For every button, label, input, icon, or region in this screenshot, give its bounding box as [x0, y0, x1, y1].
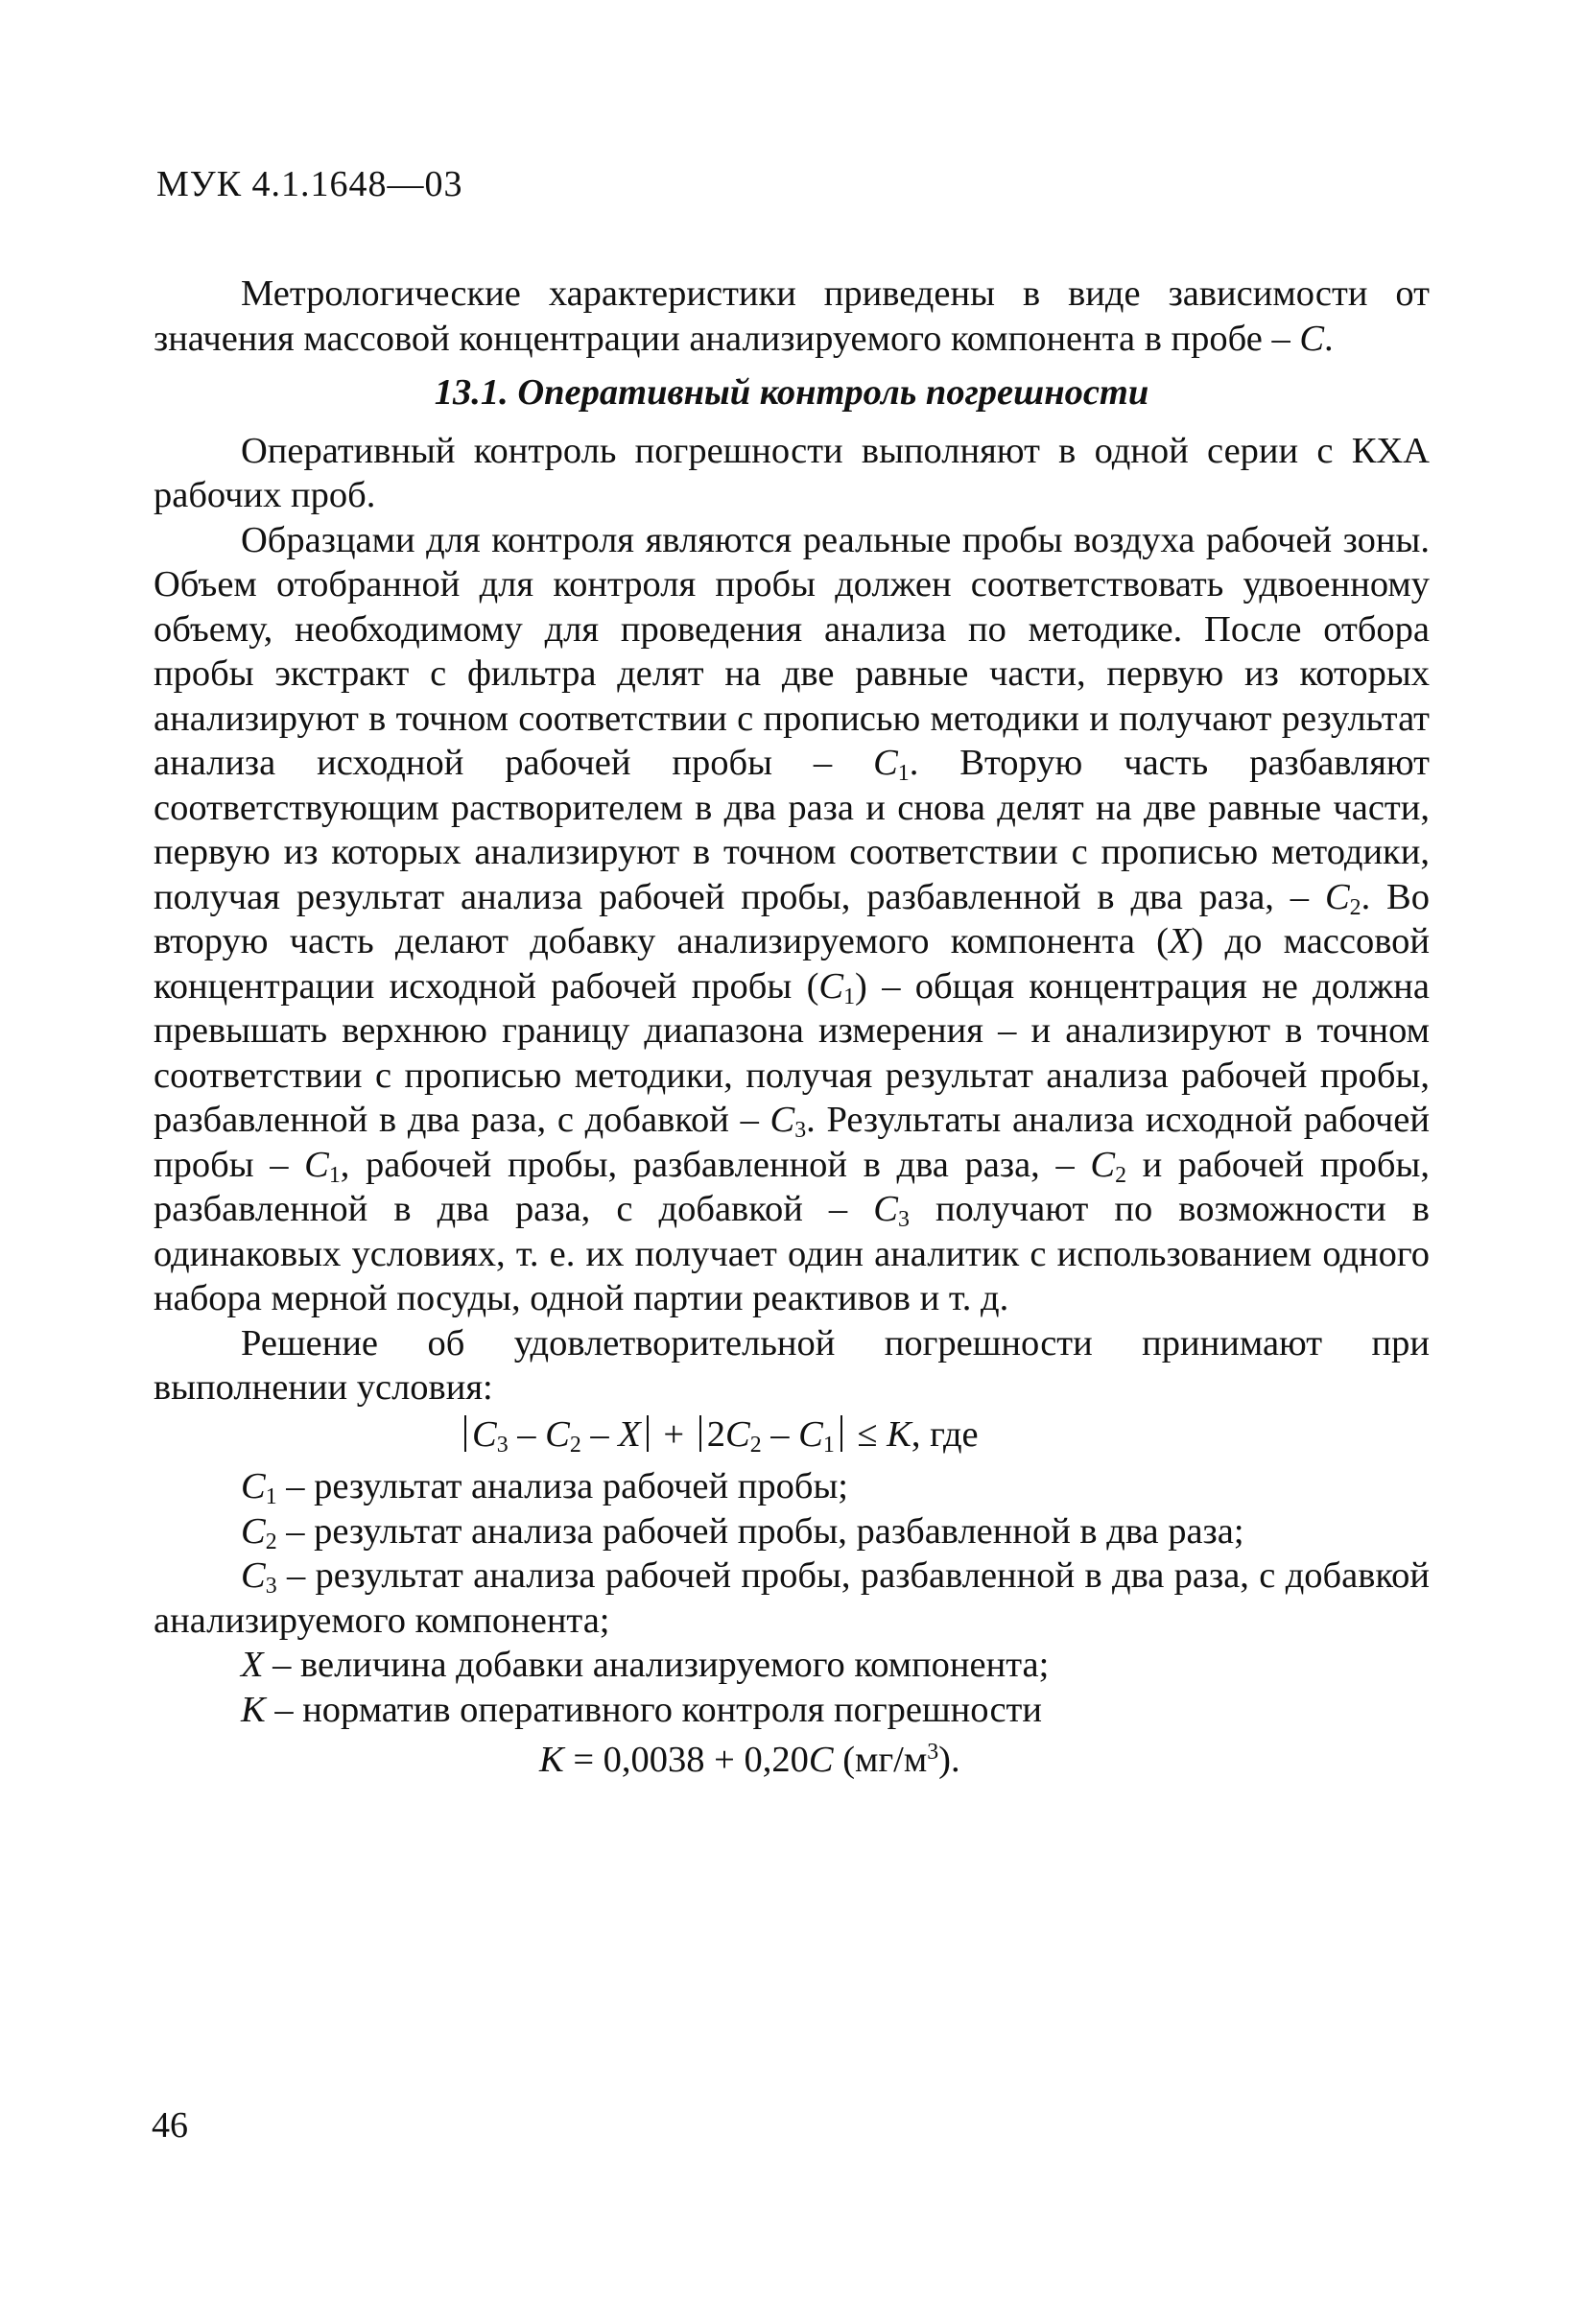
definition-k: K – норматив оперативного контроля погрешности — [241, 1689, 1042, 1730]
abs-bar-right-1 — [647, 1415, 649, 1452]
paragraph-operative-control: Оперативный контроль погрешности выполняют в одной серии с КХА рабочих проб. — [154, 430, 1430, 515]
abs-bar-right-2 — [840, 1415, 842, 1452]
paragraph-decision-condition: Решение об удовлетворительной погрешности принимают при выполнении условия: — [154, 1322, 1430, 1408]
definition-c1: $C_1$ – результат анализа рабочей пробы; — [241, 1466, 849, 1509]
page-number: 46 — [152, 2105, 188, 2146]
document-code-header: МУК 4.1.1648—03 — [156, 164, 463, 204]
definition-x: X – величина добавки анализируемого компонента; — [241, 1645, 1050, 1685]
page-content — [154, 272, 1430, 1783]
formula-condition: $C_3 - C_2 - X + 2C_2 - C_1 \le K$, где — [154, 1412, 1430, 1458]
section-heading: 13.1. Оперативный контроль погрешности — [434, 372, 1149, 413]
abs-bar-left-1 — [464, 1415, 466, 1452]
intro-paragraph: Метрологические характеристики приведены в виде зависимости от значения массовой концентрации анализируемого компонента в пробе – C. — [154, 273, 1430, 359]
definition-c2: $C_2$ – результат анализа рабочей пробы, разбавленной в два раза; — [241, 1510, 1244, 1554]
definition-c3: $C_3$ – результат анализа рабочей пробы, разбавленной в два раза, с добавкой анализируемого компонента; — [154, 1555, 1430, 1641]
paragraph-control-samples: Образцами для контроля являются реальные пробы воздуха рабочей зоны. Объем отобранной для контроля пробы должен соответствовать удвоенному объему, необходимому для проведения анализа по методике. После отбора пробы экстракт с фильтра делят на две равные части, первую из которых анализируют в точном соответствии с прописью методики и получают результат анализа исходной рабочей пробы – $C_1$. Вторую часть разбавляют соответствующим растворителем в два раза и снова делят на две равные части, первую из которых анализируют в точном соответствии с прописью методики, получая результат анализа рабочей пробы, разбавленной в два раза, – $C_2$. Во вторую часть делают добавку анализируемого компонента (X) до массовой концентрации исходной рабочей пробы $(C_1)$ – общая концентрация не должна превышать верхнюю границу диапазона измерения – и анализируют в точном соответствии с прописью методики, получая результат анализа рабочей пробы, разбавленной в два раза, с добавкой – $C_3$. Результаты анализа исходной рабочей пробы – $C_1$, рабочей пробы, разбавленной в два раза, – $C_2$ и рабочей пробы, разбавленной в два раза, с добавкой – $C_3$ получают по возможности в одинаковых условиях, т. е. их получает один аналитик с использованием одного набора мерной посуды, одной партии реактивов и т. д. — [154, 519, 1430, 1318]
formula-norm: K = 0,0038 + 0,20C $(мг/м^3)$. — [539, 1739, 960, 1780]
abs-bar-left-2 — [699, 1415, 701, 1452]
